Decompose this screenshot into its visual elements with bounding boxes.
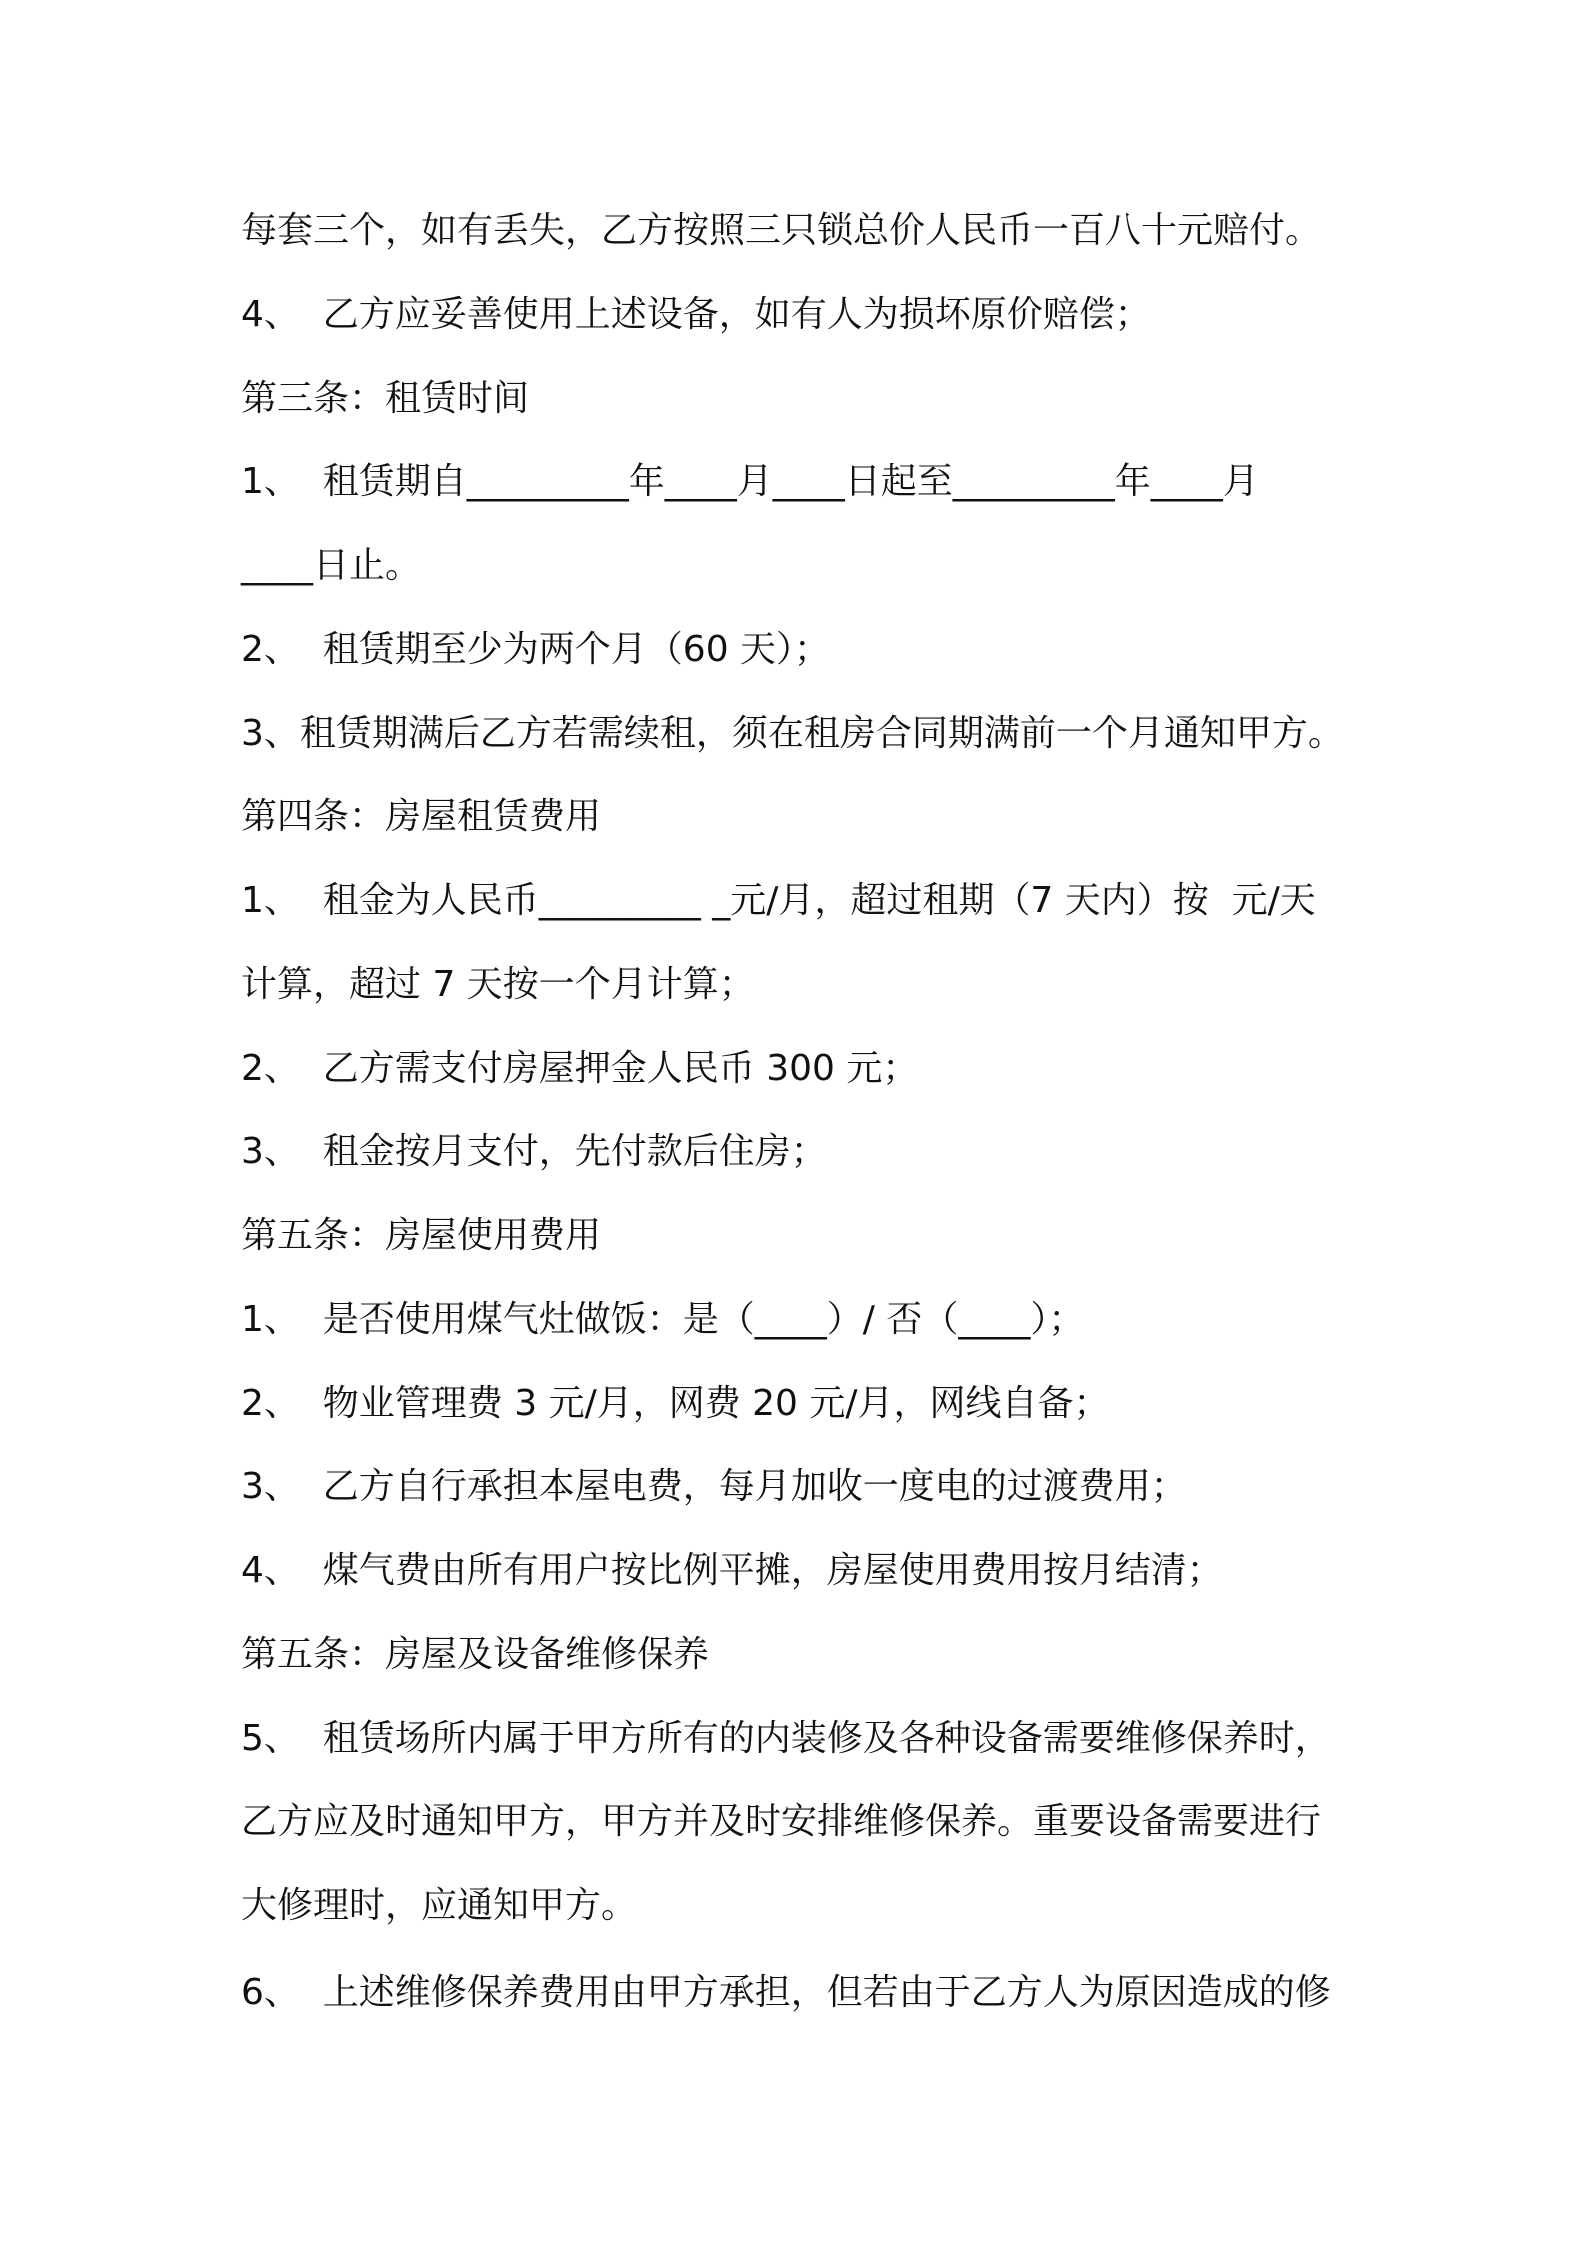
text-line: 4、 乙方应妥善使用上述设备，如有人为损坏原价赔偿；	[241, 294, 1151, 335]
text-line: 3、租赁期满后乙方若需续租，须在租房合同期满前一个月通知甲方。	[241, 713, 1344, 754]
text-line: 2、 租赁期至少为两个月（60 天）；	[241, 629, 831, 670]
text-line: 每套三个，如有丢失，乙方按照三只锁总价人民币一百八十元赔付。	[241, 210, 1322, 251]
text-line: 2、 物业管理费 3 元/月，网费 20 元/月，网线自备；	[241, 1383, 1110, 1424]
section-heading: 第四条：房屋租赁费用	[241, 796, 602, 837]
text-line: 乙方应及时通知甲方，甲方并及时安排维修保养。重要设备需要进行	[241, 1801, 1322, 1842]
section-heading: 第三条：租赁时间	[241, 378, 530, 419]
text-line: ____日止。	[241, 545, 422, 586]
text-line: 2、 乙方需支付房屋押金人民币 300 元；	[241, 1048, 919, 1089]
text-line: 5、 租赁场所内属于甲方所有的内装修及各种设备需要维修保养时，	[241, 1718, 1331, 1759]
text-line: 3、 租金按月支付，先付款后住房；	[241, 1131, 827, 1172]
section-heading: 第五条：房屋使用费用	[241, 1215, 602, 1256]
text-line: 计算，超过 7 天按一个月计算；	[241, 964, 755, 1005]
section-heading: 第五条：房屋及设备维修保养	[241, 1634, 710, 1675]
text-line: 4、 煤气费由所有用户按比例平摊，房屋使用费用按月结清；	[241, 1550, 1223, 1591]
text-line: 6、 上述维修保养费用由甲方承担，但若由于乙方人为原因造成的修	[241, 1972, 1331, 2013]
text-line: 1、 是否使用煤气灶做饭：是（____）/ 否（____）；	[241, 1299, 1085, 1340]
text-line: 3、 乙方自行承担本屋电费，每月加收一度电的过渡费用；	[241, 1466, 1187, 1507]
text-line: 1、 租赁期自_________年____月____日起至_________年____月	[241, 461, 1259, 502]
text-line: 1、 租金为人民币_________ _元/月，超过租期（7 天内）按 元/天	[241, 880, 1316, 921]
text-line: 大修理时，应通知甲方。	[241, 1885, 638, 1926]
